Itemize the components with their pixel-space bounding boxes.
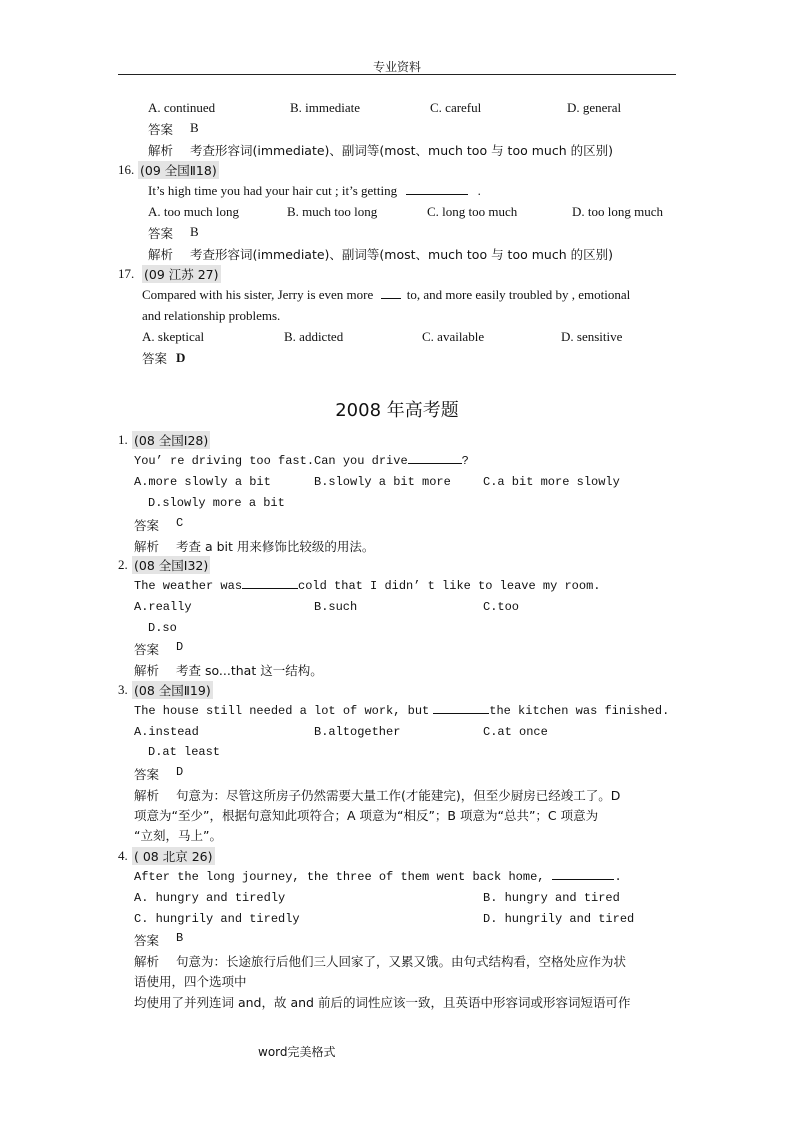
question-stem-line1: Compared with his sister, Jerry is even more to, and more easily troubled by , emotional: [142, 287, 631, 302]
option-a: A. too much long: [148, 204, 239, 219]
answer-blank: [381, 297, 401, 299]
header-rule: [118, 74, 676, 75]
analysis-text-line2: 项意为“至少”，根据句意知此项符合；A 项意为“相反”；B 项意为“总共”；C 项意为: [134, 808, 599, 823]
answer-blank: [433, 712, 489, 714]
question-stem: The weather was cold that I didn’ t like to leave my room.: [134, 579, 601, 593]
analysis-text: 考查形容词(immediate)、副词等(most、much too 与 too much 的区别): [190, 247, 613, 262]
answer-value: D: [176, 765, 184, 779]
option-d: D. sensitive: [561, 329, 623, 344]
question-stem: You’ re driving too fast.Can you drive ?: [134, 454, 469, 468]
question-stem: The house still needed a lot of work, but the kitchen was finished.: [134, 704, 670, 718]
option-a: A. hungry and tiredly: [134, 891, 286, 905]
question-stem-line2: and relationship problems.: [142, 308, 281, 323]
question-source-tag: (09 江苏 27): [144, 267, 219, 282]
option-c: C. hungrily and tiredly: [134, 912, 300, 926]
question-source-tag: (08 全国Ⅰ32): [134, 558, 209, 573]
analysis-label: 解析: [134, 539, 160, 554]
answer-blank: [242, 587, 298, 589]
analysis-text: 考查 a bit 用来修饰比较级的用法。: [176, 539, 375, 554]
question-stem: After the long journey, the three of them went back home, .: [134, 870, 622, 884]
option-d: D.slowly more a bit: [148, 496, 285, 510]
option-a: A.instead: [134, 725, 199, 739]
option-b: B. immediate: [290, 100, 361, 115]
analysis-label: 解析: [148, 247, 174, 262]
answer-label: 答案: [134, 518, 160, 533]
option-d: D.so: [148, 621, 177, 635]
question-source-tag: (08 全国Ⅱ19): [134, 683, 211, 698]
answer-label: 答案: [142, 351, 168, 366]
option-c: C. available: [422, 329, 485, 344]
option-b: B. addicted: [284, 329, 344, 344]
option-d: D. general: [567, 100, 622, 115]
question-number: 17.: [118, 266, 135, 281]
option-a: A.more slowly a bit: [134, 475, 271, 489]
question-number: 4.: [118, 848, 128, 863]
question-stem: It’s high time you had your hair cut ; it’s getting .: [148, 183, 481, 198]
question-number: 2.: [118, 557, 128, 572]
answer-blank: [406, 193, 468, 195]
option-c: C. careful: [430, 100, 482, 115]
question-number: 16.: [118, 162, 135, 177]
question-source-tag: (08 全国Ⅰ28): [134, 433, 209, 448]
answer-blank: [408, 462, 462, 464]
option-c: C.too: [483, 600, 520, 614]
answer-value: D: [176, 350, 186, 365]
option-d: D. hungrily and tired: [483, 912, 635, 926]
answer-label: 答案: [134, 933, 160, 948]
option-b: B.altogether: [314, 725, 401, 739]
option-a: A. skeptical: [142, 329, 205, 344]
question-number: 1.: [118, 432, 128, 447]
option-c: C.a bit more slowly: [483, 475, 620, 489]
option-d: D. too long much: [572, 204, 663, 219]
option-b: B.slowly a bit more: [314, 475, 451, 489]
answer-label: 答案: [134, 642, 160, 657]
question-source-tag: (09 全国Ⅱ18): [140, 163, 217, 178]
answer-label: 答案: [134, 767, 160, 782]
analysis-text: 考查 so...that 这一结构。: [176, 663, 323, 678]
answer-label: 答案: [148, 122, 174, 137]
option-b: B.such: [314, 600, 358, 614]
analysis-label: 解析: [148, 143, 174, 158]
analysis-text-line3: “立刻，马上”。: [134, 828, 222, 843]
option-a: A. continued: [148, 100, 216, 115]
answer-value: C: [176, 516, 184, 530]
analysis-text-line2: 语使用，四个选项中: [134, 974, 247, 989]
option-c: C. long too much: [427, 204, 518, 219]
analysis-text-line1: 句意为：尽管这所房子仍然需要大量工作(才能建完)，但至少厨房已经竣工了。D: [176, 788, 621, 803]
answer-label: 答案: [148, 226, 174, 241]
page-header: 专业资料: [372, 60, 421, 74]
answer-value: B: [190, 120, 199, 135]
option-d: D.at least: [148, 745, 221, 759]
analysis-label: 解析: [134, 663, 160, 678]
answer-value: B: [190, 224, 199, 239]
option-a: A.really: [134, 600, 192, 614]
analysis-text: 考查形容词(immediate)、副词等(most、much too 与 too much 的区别): [190, 143, 613, 158]
answer-value: D: [176, 640, 184, 654]
option-b: B. hungry and tired: [483, 891, 620, 905]
question-number: 3.: [118, 682, 128, 697]
analysis-label: 解析: [134, 788, 160, 803]
answer-blank: [552, 878, 614, 880]
option-c: C.at once: [483, 725, 548, 739]
question-source-tag: ( 08 北京 26): [134, 849, 213, 864]
section-title: 2008 年高考题: [335, 400, 459, 421]
option-b: B. much too long: [287, 204, 378, 219]
analysis-text-line1: 句意为：长途旅行后他们三人回家了，又累又饿。由句式结构看，空格处应作为状: [176, 954, 627, 969]
analysis-text-line3: 均使用了并列连词 and，故 and 前后的词性应该一致，且英语中形容词或形容词短语可作: [134, 995, 631, 1010]
answer-value: B: [176, 931, 184, 945]
analysis-label: 解析: [134, 954, 160, 969]
page-footer: word完美格式: [258, 1045, 336, 1059]
